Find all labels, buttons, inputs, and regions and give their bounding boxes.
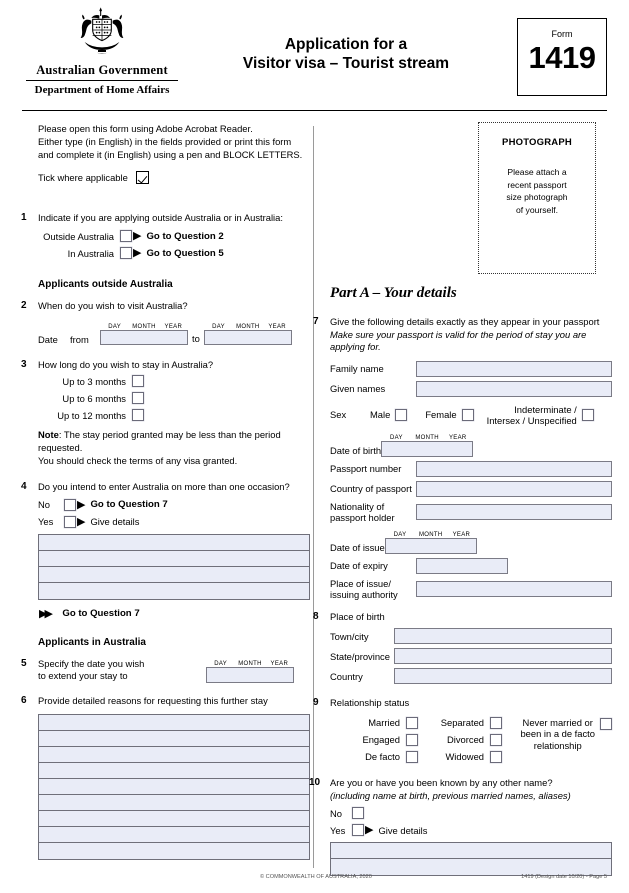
q10-yes-label: Yes xyxy=(330,824,346,836)
q10-yes-action: Give details xyxy=(378,824,428,836)
q7-sex-row xyxy=(330,404,612,426)
q8-state-label: State/province xyxy=(330,650,390,662)
q7-nationality-line-1: Nationality of xyxy=(330,500,385,512)
year-label: YEAR xyxy=(452,531,471,538)
q7-country-of-passport-row xyxy=(330,481,612,497)
q2-to-date-input[interactable] xyxy=(204,330,292,345)
q1-outside-label: Outside Australia xyxy=(43,230,114,242)
q9-column-1 xyxy=(330,715,418,763)
question-6-text: Provide detailed reasons for requesting this further stay xyxy=(38,694,268,706)
left-column xyxy=(21,122,310,860)
question-2 xyxy=(21,300,310,345)
question-5-number: 5 xyxy=(21,657,27,669)
q7-sex-other-label xyxy=(487,404,577,426)
q4-no-checkbox[interactable] xyxy=(64,499,76,511)
q1-inside-label: In Australia xyxy=(67,247,114,259)
q7-sex-male-checkbox[interactable] xyxy=(395,409,407,421)
part-a-heading: Part A – Your details xyxy=(330,285,457,301)
q2-from-date-input[interactable] xyxy=(100,330,188,345)
q7-given-names-label: Given names xyxy=(330,383,386,395)
q7-sex-other-line-2: Intersex / Unspecified xyxy=(486,414,577,426)
arrow-right-icon: ▶ xyxy=(77,515,86,528)
q7-passport-number-row xyxy=(330,461,612,477)
footer-form-ref: 1419 (Design date 10/20) - Page 5 xyxy=(521,874,607,880)
q7-dob-dmy-labels xyxy=(381,432,473,441)
q8-state-row xyxy=(330,648,612,664)
intro-instructions xyxy=(38,122,310,162)
branding-divider xyxy=(26,80,178,81)
q10-no-label: No xyxy=(330,807,342,819)
year-label: YEAR xyxy=(448,434,467,441)
q4-line[interactable] xyxy=(39,535,309,551)
q9-widowed-checkbox[interactable] xyxy=(490,751,502,763)
question-2-number: 2 xyxy=(21,300,27,312)
q7-sex-other-checkbox[interactable] xyxy=(582,409,594,421)
q2-from-label: from xyxy=(70,333,89,345)
q7-given-names-row xyxy=(330,381,612,397)
question-4-number: 4 xyxy=(21,481,27,493)
q1-inside-checkbox[interactable] xyxy=(120,247,132,259)
q7-passport-number-input[interactable] xyxy=(416,461,612,477)
q7-date-of-issue-group xyxy=(385,529,477,554)
q3-option-label-0: Up to 3 months xyxy=(62,375,126,387)
q8-country-row xyxy=(330,668,612,684)
q8-town-input[interactable] xyxy=(394,628,612,644)
q2-to-date-group xyxy=(204,321,292,345)
question-4 xyxy=(21,481,310,623)
q3-note xyxy=(38,429,310,467)
page-footer xyxy=(0,874,629,890)
q5-row xyxy=(38,658,310,683)
q9-never-line-2: been in a de facto xyxy=(520,728,595,740)
q7-nationality-line-2: passport holder xyxy=(330,511,395,523)
q2-to-label: to xyxy=(192,332,200,344)
q3-option-12months[interactable] xyxy=(38,409,310,421)
question-5 xyxy=(21,657,310,683)
q9-option-widowed[interactable] xyxy=(418,751,502,763)
intro-line-2: Either type (in English) in the fields provided or print this form xyxy=(38,136,292,148)
question-1-text: Indicate if you are applying outside Australia or in Australia: xyxy=(38,211,283,223)
photograph-placeholder xyxy=(478,122,596,274)
q7-country-of-passport-input[interactable] xyxy=(416,481,612,497)
q7-nationality-row xyxy=(330,501,612,523)
q3-note-bold: Note xyxy=(38,429,59,441)
q2-date-range xyxy=(38,321,310,345)
question-9-number: 9 xyxy=(313,697,319,709)
year-label: YEAR xyxy=(268,323,286,330)
question-9 xyxy=(313,697,612,763)
q3-note-text: : The stay period granted may be less than the period requested. xyxy=(38,429,281,453)
q3-checkbox-12-months[interactable] xyxy=(132,409,144,421)
arrow-right-icon: ▶ xyxy=(77,498,86,511)
q4-bottom-goto-row xyxy=(38,605,310,623)
arrow-right-icon: ▶ xyxy=(365,824,374,837)
q9-divorced-checkbox[interactable] xyxy=(490,734,502,746)
question-8-text: Place of birth xyxy=(330,610,385,622)
q7-family-name-input[interactable] xyxy=(416,361,612,377)
footer-copyright: © COMMONWEALTH OF AUSTRALIA, 2020 xyxy=(260,874,372,880)
right-column xyxy=(309,122,612,876)
q9-never-line-1: Never married or xyxy=(522,716,593,728)
q4-yes-action: Give details xyxy=(90,516,140,528)
q2-to-dmy-labels xyxy=(204,321,292,330)
q3-option-label-2: Up to 12 months xyxy=(57,409,126,421)
form-number-box xyxy=(517,18,607,96)
q10-details-textarea[interactable] xyxy=(330,842,612,876)
question-1-number: 1 xyxy=(21,211,27,223)
day-label: DAY xyxy=(214,660,228,667)
q7-date-of-expiry-label: Date of expiry xyxy=(330,560,388,572)
question-7 xyxy=(313,316,612,600)
q9-engaged-label: Engaged xyxy=(362,734,400,746)
q6-line[interactable] xyxy=(39,763,309,779)
q7-dob-label: Date of birth xyxy=(330,444,382,456)
q5-text xyxy=(38,658,206,683)
q8-town-label: Town/city xyxy=(330,630,369,642)
photograph-title: PHOTOGRAPH xyxy=(502,137,572,148)
q7-sex-other-line-1: Indeterminate / xyxy=(514,403,577,415)
q4-line[interactable] xyxy=(39,551,309,567)
year-label: YEAR xyxy=(270,660,289,667)
q1-outside-checkbox[interactable] xyxy=(120,230,132,242)
q3-checkbox-6-months[interactable] xyxy=(132,392,144,404)
month-label: MONTH xyxy=(418,531,443,538)
q6-line[interactable] xyxy=(39,779,309,795)
question-7-subtext: Make sure your passport is valid for the period of stay you are applying for. xyxy=(330,328,587,353)
q9-option-divorced[interactable] xyxy=(418,734,502,746)
q8-country-label: Country xyxy=(330,670,363,682)
q7-date-of-expiry-row xyxy=(330,558,612,574)
page-title xyxy=(196,35,496,73)
q5-text-line-1: Specify the date you wish xyxy=(38,657,145,669)
q2-from-date-group xyxy=(100,321,188,345)
question-3 xyxy=(21,358,310,467)
q7-place-of-issue-line-2: issuing authority xyxy=(330,588,398,600)
column-divider xyxy=(313,126,314,868)
q9-option-defacto[interactable] xyxy=(330,751,418,763)
q4-option-yes[interactable] xyxy=(38,516,310,528)
question-9-text: Relationship status xyxy=(330,697,410,709)
q6-line[interactable] xyxy=(39,747,309,763)
photograph-instructions xyxy=(479,166,595,216)
government-branding xyxy=(22,6,182,96)
section-applicants-outside: Applicants outside Australia xyxy=(38,279,173,291)
q10-line[interactable] xyxy=(331,843,611,859)
day-label: DAY xyxy=(108,323,122,330)
question-7-number: 7 xyxy=(313,316,319,327)
q9-divorced-label: Divorced xyxy=(447,734,484,746)
question-1 xyxy=(21,211,310,260)
q7-family-name-label: Family name xyxy=(330,363,384,375)
q3-option-3months[interactable] xyxy=(38,375,310,387)
double-arrow-right-icon: ▶▶ xyxy=(39,607,50,620)
q4-line[interactable] xyxy=(39,583,309,599)
month-label: MONTH xyxy=(132,323,156,330)
q9-never-line-3: relationship xyxy=(533,739,582,751)
q8-country-input[interactable] xyxy=(394,668,612,684)
q9-option-separated[interactable] xyxy=(418,717,502,729)
q6-line[interactable] xyxy=(39,827,309,843)
q3-option-6months[interactable] xyxy=(38,392,310,404)
q7-dob-group xyxy=(381,432,473,457)
q8-town-row xyxy=(330,628,612,644)
q10-no-checkbox[interactable] xyxy=(352,807,364,819)
day-label: DAY xyxy=(393,531,407,538)
tick-label: Tick where applicable xyxy=(38,171,128,183)
form-label: Form xyxy=(551,29,573,39)
q2-date-label: Date xyxy=(38,333,58,345)
government-name: Australian Government xyxy=(36,63,168,77)
q9-defacto-checkbox[interactable] xyxy=(406,751,418,763)
q9-separated-label: Separated xyxy=(440,717,484,729)
q1-inside-goto: Go to Question 5 xyxy=(146,247,224,259)
question-6-number: 6 xyxy=(21,694,27,706)
q10-line[interactable] xyxy=(331,859,611,875)
q6-line[interactable] xyxy=(39,731,309,747)
q6-line[interactable] xyxy=(39,811,309,827)
q4-yes-checkbox[interactable] xyxy=(64,516,76,528)
question-10-number: 10 xyxy=(309,776,321,788)
q4-line[interactable] xyxy=(39,567,309,583)
q10-option-no[interactable] xyxy=(330,807,612,819)
q9-married-checkbox[interactable] xyxy=(406,717,418,729)
q7-date-of-expiry-input[interactable] xyxy=(416,558,508,574)
q7-sex-male-label: Male xyxy=(370,409,391,421)
photograph-line-4: of yourself. xyxy=(515,204,559,215)
q9-option-married[interactable] xyxy=(330,717,418,729)
form-body xyxy=(0,122,629,867)
q5-dmy-labels xyxy=(206,658,294,667)
q1-option-outside[interactable] xyxy=(38,230,310,242)
question-10-text: Are you or have you been known by any other name? xyxy=(330,776,553,788)
q7-issue-dmy-labels xyxy=(385,529,477,538)
q8-state-input[interactable] xyxy=(394,648,612,664)
q4-option-no[interactable] xyxy=(38,499,310,511)
q7-sex-female-label: Female xyxy=(425,409,457,421)
q7-dob-row xyxy=(330,432,612,457)
q9-never-married-checkbox[interactable] xyxy=(600,718,612,730)
q7-sex-label: Sex xyxy=(330,409,347,421)
year-label: YEAR xyxy=(164,323,183,330)
arrow-right-icon: ▶ xyxy=(133,230,142,243)
q7-date-of-issue-label: Date of issue xyxy=(330,541,385,553)
q9-widowed-label: Widowed xyxy=(445,751,484,763)
q6-details-textarea[interactable] xyxy=(38,714,310,860)
q6-line[interactable] xyxy=(39,843,309,859)
q7-dob-input[interactable] xyxy=(381,441,473,457)
question-8 xyxy=(313,610,612,685)
q5-date-input[interactable] xyxy=(206,667,294,683)
question-3-text: How long do you wish to stay in Australia? xyxy=(38,358,214,370)
q5-text-line-2: to extend your stay to xyxy=(38,670,128,682)
header-divider xyxy=(22,110,607,111)
question-3-number: 3 xyxy=(21,358,27,370)
q7-nationality-label xyxy=(330,501,416,523)
q10-yes-checkbox[interactable] xyxy=(352,824,364,836)
day-label: DAY xyxy=(212,323,225,330)
q9-engaged-checkbox[interactable] xyxy=(406,734,418,746)
q7-nationality-input[interactable] xyxy=(416,504,612,520)
photograph-line-3: size photograph xyxy=(506,192,568,202)
q7-given-names-input[interactable] xyxy=(416,381,612,397)
q9-never-married-label xyxy=(520,717,595,752)
q2-from-dmy-labels xyxy=(100,321,188,330)
month-label: MONTH xyxy=(415,434,439,441)
month-label: MONTH xyxy=(238,660,262,667)
tick-instruction xyxy=(38,171,310,184)
intro-line-1: Please open this form using Adobe Acrobat Reader. xyxy=(38,123,253,134)
q9-married-label: Married xyxy=(368,717,400,729)
question-2-text: When do you wish to visit Australia? xyxy=(38,300,188,312)
q7-place-of-issue-line-1: Place of issue/ xyxy=(330,577,391,589)
question-7-text: Give the following details exactly as they appear in your passport xyxy=(330,316,600,327)
q7-date-of-issue-input[interactable] xyxy=(385,538,477,554)
q4-bottom-goto: Go to Question 7 xyxy=(62,608,140,620)
q5-date-group xyxy=(206,658,294,683)
q4-yes-label: Yes xyxy=(38,516,54,528)
department-name: Department of Home Affairs xyxy=(34,84,170,96)
q6-line[interactable] xyxy=(39,795,309,811)
q9-option-never-married[interactable] xyxy=(502,715,612,763)
title-line-1: Application for a xyxy=(284,36,408,53)
q9-option-engaged[interactable] xyxy=(330,734,418,746)
q9-separated-checkbox[interactable] xyxy=(490,717,502,729)
question-8-number: 8 xyxy=(313,610,319,622)
q4-no-label: No xyxy=(38,499,50,511)
arrow-right-icon: ▶ xyxy=(133,247,142,260)
intro-line-3: and complete it (in English) using a pen and BLOCK LETTERS. xyxy=(38,149,303,161)
q1-outside-goto: Go to Question 2 xyxy=(146,230,224,242)
question-10-subtext: (including name at birth, previous married names, aliases) xyxy=(330,789,571,801)
q9-options xyxy=(330,715,612,763)
question-4-text: Do you intend to enter Australia on more than one occasion? xyxy=(38,481,290,493)
q3-option-label-1: Up to 6 months xyxy=(62,392,126,404)
q7-passport-number-label: Passport number xyxy=(330,463,402,475)
q7-sex-female-checkbox[interactable] xyxy=(462,409,474,421)
q4-no-goto: Go to Question 7 xyxy=(90,499,168,511)
photograph-line-1: Please attach a xyxy=(507,167,567,177)
month-label: MONTH xyxy=(236,323,260,330)
q9-column-2 xyxy=(418,715,502,763)
photograph-line-2: recent passport xyxy=(507,179,567,190)
q7-place-of-issue-input[interactable] xyxy=(416,581,612,597)
q6-line[interactable] xyxy=(39,715,309,731)
q1-option-inside[interactable] xyxy=(38,247,310,259)
form-number: 1419 xyxy=(528,40,596,75)
q7-place-of-issue-label xyxy=(330,578,416,600)
tick-example-icon xyxy=(136,171,149,184)
q7-date-of-issue-row xyxy=(330,529,612,554)
q4-details-textarea[interactable] xyxy=(38,534,310,600)
q7-family-name-row xyxy=(330,361,612,377)
question-10 xyxy=(309,776,612,876)
q3-note-line2: You should check the terms of any visa granted. xyxy=(38,454,238,466)
australian-coat-of-arms-icon xyxy=(68,6,136,62)
q10-option-yes[interactable] xyxy=(330,824,612,836)
q3-checkbox-3-months[interactable] xyxy=(132,375,144,387)
section-applicants-inside: Applicants in Australia xyxy=(38,636,146,648)
title-line-2: Visitor visa – Tourist stream xyxy=(242,55,450,72)
q7-place-of-issue-row xyxy=(330,578,612,600)
day-label: DAY xyxy=(390,434,403,441)
question-6 xyxy=(21,694,310,860)
q9-defacto-label: De facto xyxy=(365,751,400,763)
page-header xyxy=(0,0,629,112)
q7-country-of-passport-label: Country of passport xyxy=(330,483,412,495)
